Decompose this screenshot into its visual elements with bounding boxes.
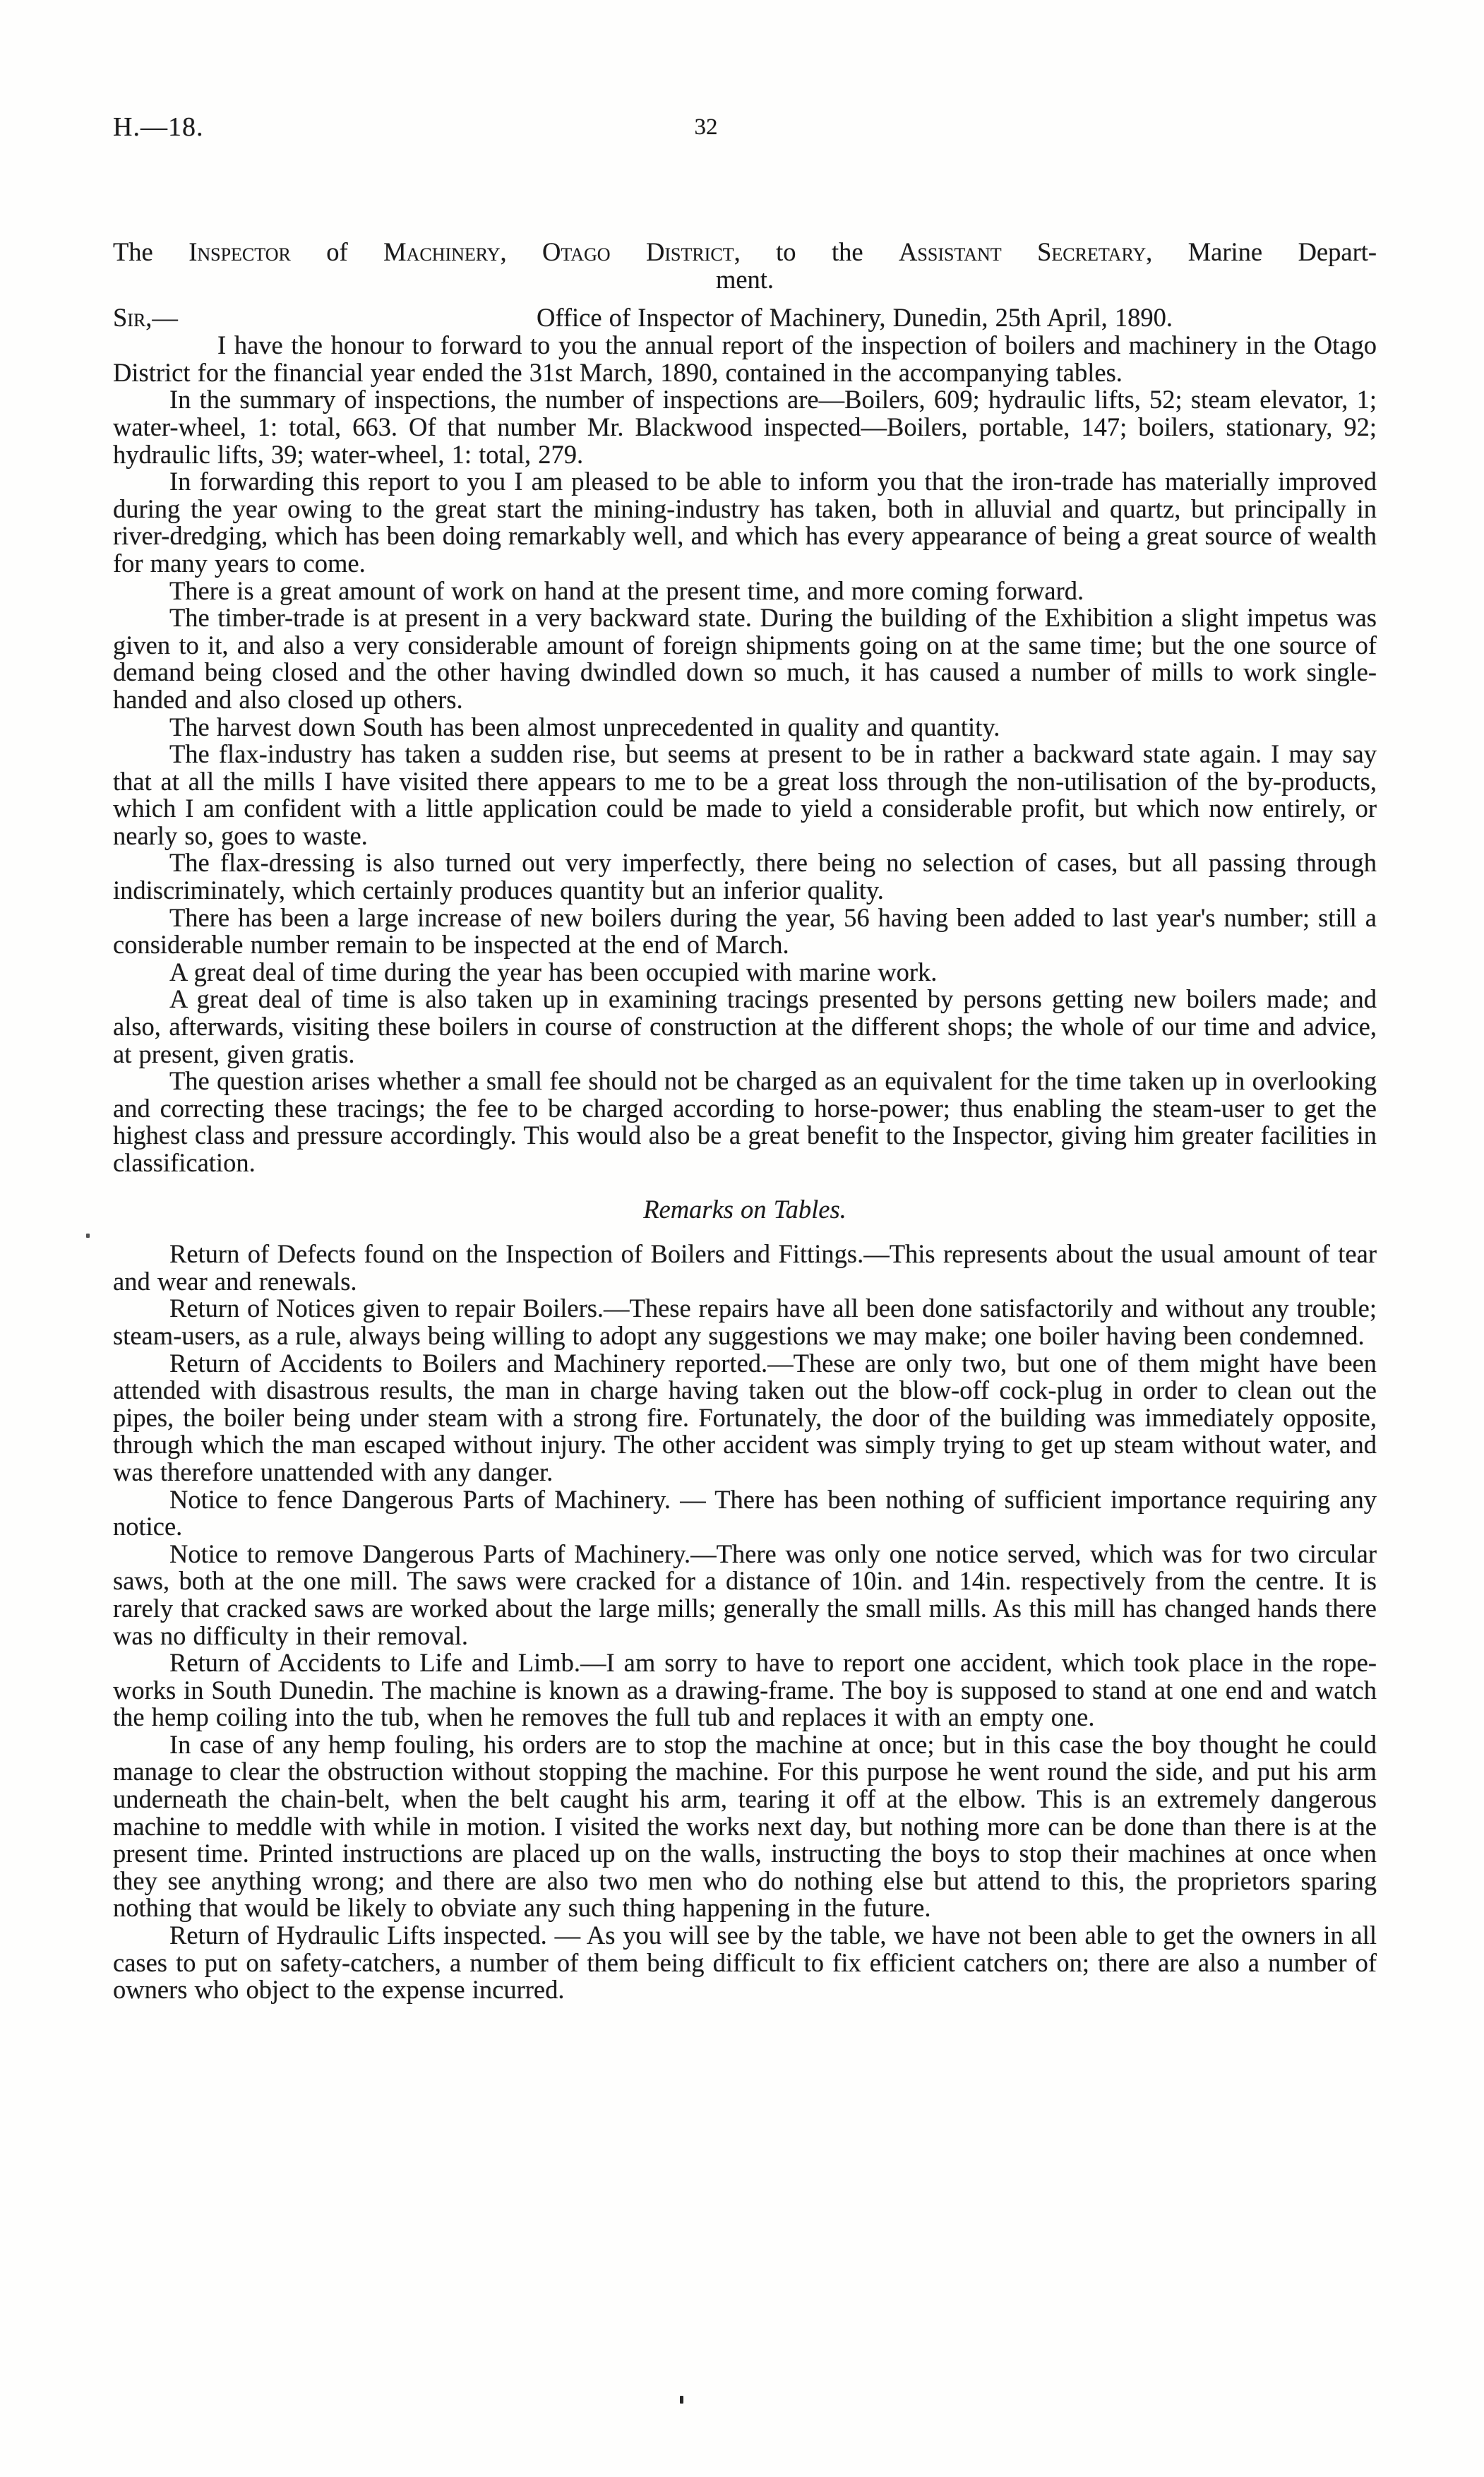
body-paragraph: In forwarding this report to you I am pleased to be able to inform you that the iron-trade has materially improved during the year owing to the great start the mining-industry has taken, both in alluvial and quartz, but principally in river-dredging, which has been doing remarkably well, and which has every appearance of being a great source of wealth for many years to come. <box>113 467 1377 578</box>
heading-segment-smallcaps: Assistant Secretary, <box>899 237 1153 266</box>
heading-segment: The <box>113 237 189 266</box>
remarks-section-heading: Remarks on Tables. <box>643 1194 846 1224</box>
ink-speck <box>680 2396 683 2404</box>
salutation-row <box>113 304 1377 332</box>
body-paragraph: The question arises whether a small fee should not be charged as an equivalent for the time taken up in overlooking and correcting these tracings; the fee to be charged according to horse-power; thus enabling the steam-user to get the highest class and pressure accordingly. This would also be a great benefit to the Inspector, giving him greater facilities in classification. <box>113 1066 1377 1177</box>
heading-segment-smallcaps: Inspector <box>189 237 291 266</box>
body-paragraph: The flax-industry has taken a sudden rise, but seems at present to be in rather a backward state again. I may say that at all the mills I have visited there appears to me to be a great loss through the non-utilisation of the by-products, which I am confident with a little application could be made to yield a considerable profit, but which now entirely, or nearly so, goes to waste. <box>113 739 1377 850</box>
heading-segment: to the <box>740 237 899 266</box>
salutation-sir: Sir,— <box>113 303 178 333</box>
letter-body <box>113 239 1377 2004</box>
body-paragraph: A great deal of time is also taken up in examining tracings presented by persons getting new boilers made; and also, afterwards, visiting these boilers in course of construction at the different shops; the whole of our time and advice, at present, given gratis. <box>113 984 1377 1068</box>
heading-line-1 <box>113 239 1377 266</box>
body-paragraph: I have the honour to forward to you the annual report of the inspection of boilers and machinery in the Otago District for the financial year ended the 31st March, 1890, contained in the accompanying tables. <box>113 330 1377 387</box>
heading-segment: of <box>290 237 384 266</box>
page-number: 32 <box>694 114 718 140</box>
body-paragraph: The timber-trade is at present in a very backward state. During the building of the Exhibition a slight impetus was given to it, and also a very considerable amount of foreign shipments going on at the same time; but the one source of demand being closed and the other having dwindled down so much, it has caused a number of mills to work single-handed and also closed up others. <box>113 603 1377 714</box>
body-paragraph: A great deal of time during the year has been occupied with marine work. <box>169 957 938 986</box>
remarks-paragraph: In case of any hemp fouling, his orders are to stop the machine at once; but in this case the boy thought he could manage to clear the obstruction without stopping the machine. For this purpose he went round the side, and put his arm underneath the chain-belt, when the belt caught his arm, tearing it off at the elbow. This is an extremely dangerous machine to meddle with while in motion. I visited the works next day, but nothing more can be done than there is at the present time. Printed instructions are placed up on the walls, instructing the boys to stop their machines at once when they see anything wrong; and there are also two men who do nothing else but attend to this, the proprietors sparing nothing that would be likely to obviate any such thing happening in the future. <box>113 1729 1377 1923</box>
remarks-paragraph: Return of Hydraulic Lifts inspected. — As you will see by the table, we have not been able to get the owners in all cases to put on safety-catchers, a number of them being difficult to fix efficient catchers on; there are also a number of owners who object to the expense incurred. <box>113 1921 1377 2005</box>
remarks-paragraph: Notice to fence Dangerous Parts of Machinery. — There has been nothing of sufficient importance requiring any notice. <box>113 1484 1377 1541</box>
document-reference: H.—18. <box>113 112 204 142</box>
remarks-paragraph: Return of Accidents to Boilers and Machinery reported.—These are only two, but one of them might have been attended with disastrous results, the man in charge having taken out the blow-off cock-plug in order to clean out the pipes, the boiler being under steam with a strong fire. Fortunately, the door of the building was immediately opposite, through which the man escaped without injury. The other accident was simply trying to get up steam without water, and was therefore unattended with any danger. <box>113 1348 1377 1486</box>
heading-line-2: ment. <box>715 264 774 294</box>
remarks-paragraph: Return of Notices given to repair Boilers.—These repairs have all been done satisfactorily and without any trouble; steam-users, as a rule, always being willing to adopt any suggestions we may make; one boiler having been condemned. <box>113 1294 1377 1350</box>
page-header <box>113 112 1377 147</box>
body-paragraph: The harvest down South has been almost unprecedented in quality and quantity. <box>169 712 1000 741</box>
remarks-paragraph: Return of Defects found on the Inspection of Boilers and Fittings.—This represents about the usual amount of tear and wear and renewals. <box>113 1239 1377 1296</box>
letter-heading <box>113 239 1377 293</box>
ink-speck <box>86 1234 90 1238</box>
body-paragraph: There has been a large increase of new boilers during the year, 56 having been added to last year's number; still a considerable number remain to be inspected at the end of March. <box>113 902 1377 960</box>
body-paragraph: The flax-dressing is also turned out very imperfectly, there being no selection of cases, but all passing through indiscriminately, which certainly produces quantity but an inferior quality. <box>113 848 1377 905</box>
heading-segment-smallcaps: Machinery, Otago District, <box>383 237 741 266</box>
remarks-paragraph: Return of Accidents to Life and Limb.—I am sorry to have to report one accident, which took place in the rope-works in South Dunedin. The machine is known as a drawing-frame. The boy is supposed to stand at one end and watch the hemp coiling into the tub, when he removes the full tub and replaces it with an empty one. <box>113 1648 1377 1732</box>
body-paragraph: There is a great amount of work on hand at the present time, and more coming forward. <box>169 575 1084 605</box>
salutation-office-line: Office of Inspector of Machinery, Dunedin, 25th April, 1890. <box>537 303 1173 333</box>
heading-segment: Marine Depart- <box>1152 237 1377 266</box>
remarks-paragraph: Notice to remove Dangerous Parts of Machinery.—There was only one notice served, which was for two circular saws, both at the one mill. The saws were cracked for a distance of 10in. and 14in. respectively from the centre. It is rarely that cracked saws are worked about the large mills; generally the small mills. As this mill has changed hands there was no difficulty in their removal. <box>113 1539 1377 1650</box>
body-paragraph: In the summary of inspections, the number of inspections are—Boilers, 609; hydraulic lifts, 52; steam elevator, 1; water-wheel, 1: total, 663. Of that number Mr. Blackwood inspected—Boilers, portable, 147; boilers, stationary, 92; hydraulic lifts, 39; water-wheel, 1: total, 279. <box>113 385 1377 469</box>
